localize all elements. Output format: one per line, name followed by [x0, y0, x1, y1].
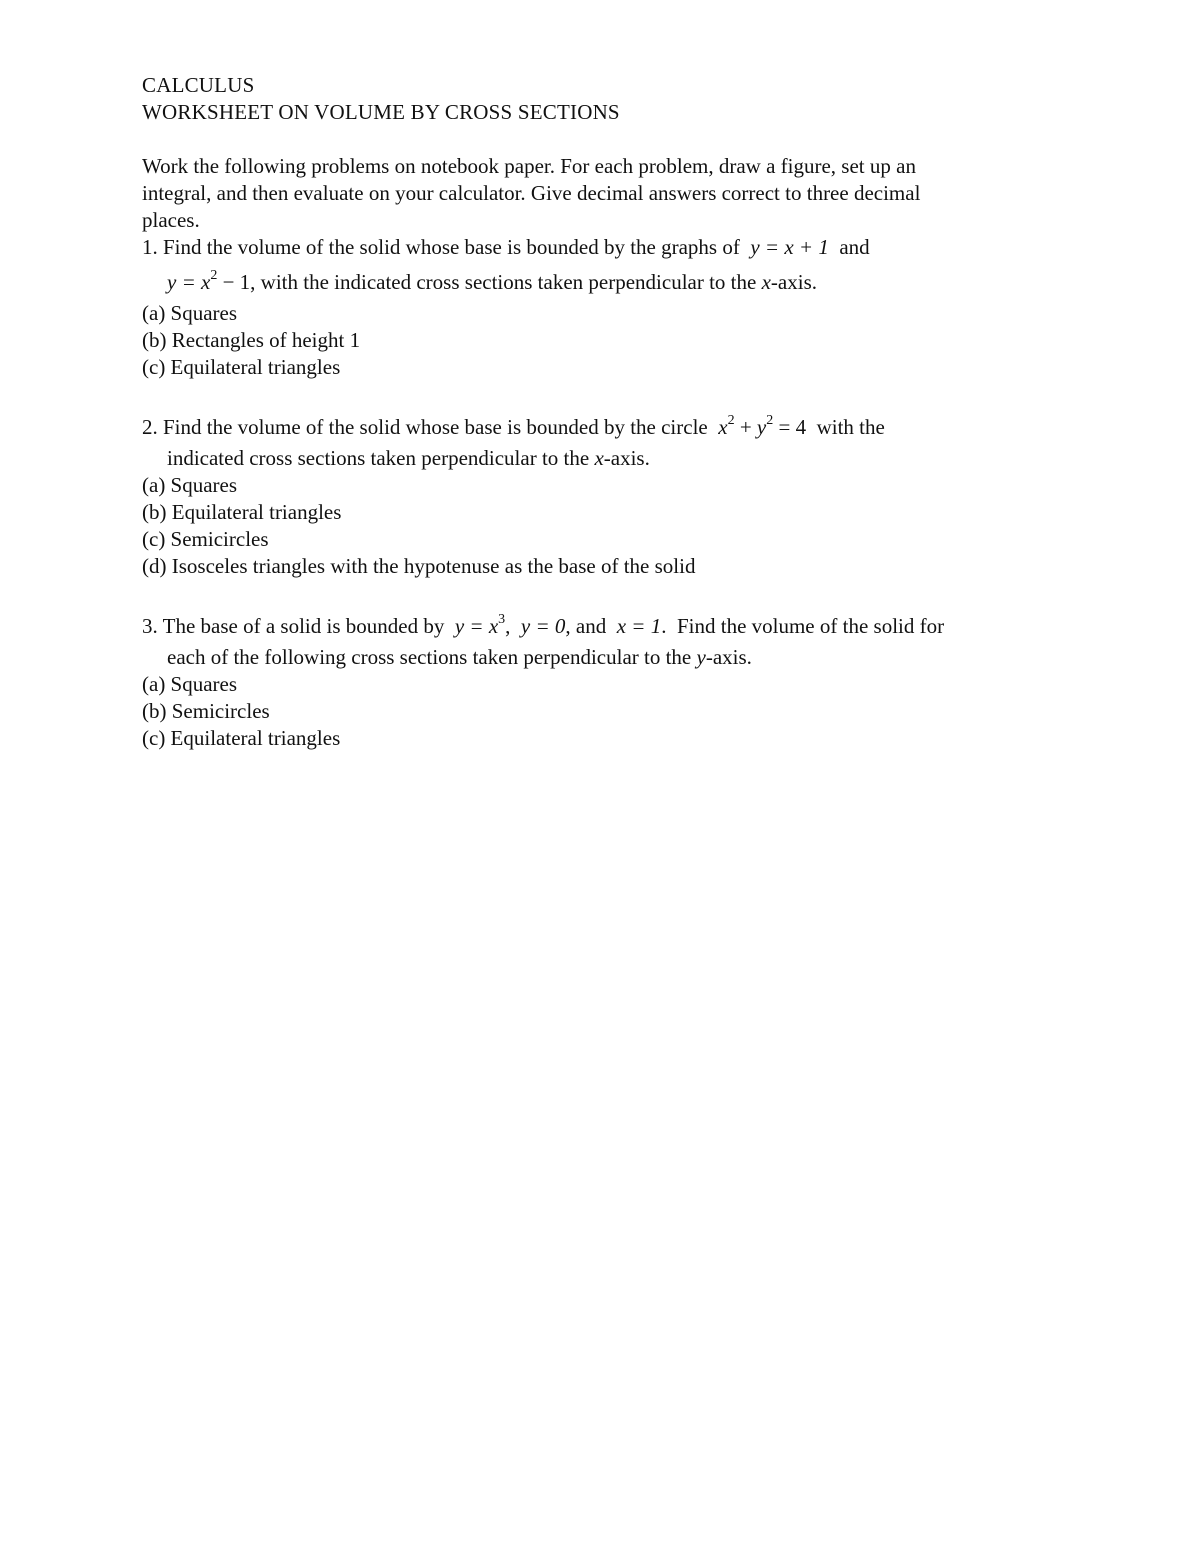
problem-2 — [142, 414, 1062, 580]
problem-intro: Find the volume of the solid whose base is bounded by the graphs of — [163, 235, 740, 259]
equation-rest: − 1 — [217, 270, 251, 294]
part-item: (b) Rectangles of height 1 — [142, 328, 361, 352]
axis-tail: -axis. — [770, 270, 817, 294]
part-item: (a) Squares — [142, 301, 238, 325]
axis-variable: x — [761, 270, 771, 294]
spacer — [142, 381, 1062, 414]
problem-2-statement — [142, 414, 1062, 441]
continuation-text: indicated cross sections taken perpendicular to the — [167, 446, 595, 470]
problem-3-statement: 3. The base of a solid is bounded by $y = x^3$, y = 0, and x = 1. Find the volume of the solid for — [142, 612, 945, 638]
problem-number: 2. — [142, 415, 158, 439]
part-item: (a) Squares — [142, 672, 238, 696]
exponent: 2 — [210, 268, 218, 283]
statement-tail: with the — [816, 415, 885, 439]
course-title: CALCULUS — [142, 73, 255, 97]
equation-lhs: y = x — [167, 270, 211, 294]
axis-variable: x — [594, 446, 604, 470]
worksheet-title: WORKSHEET ON VOLUME BY CROSS SECTIONS — [142, 100, 620, 124]
exponent: 2 — [727, 413, 735, 428]
part-item: (b) Equilateral triangles — [142, 500, 342, 524]
part-item: (a) Squares — [142, 473, 238, 497]
continuation-text: , with the indicated cross sections taken perpendicular to the — [250, 270, 762, 294]
part-item: (d) Isosceles triangles with the hypotenuse as the base of the solid — [142, 554, 696, 578]
problem-3 — [142, 613, 1062, 752]
part-item: (c) Equilateral triangles — [142, 726, 341, 750]
equation-rhs: = 4 — [773, 415, 807, 439]
axis-tail: -axis. — [603, 446, 650, 470]
exponent: 2 — [766, 413, 774, 428]
problem-1-statement — [142, 234, 1062, 261]
instructions — [142, 153, 1062, 234]
problem-3-continuation — [142, 644, 1062, 671]
worksheet-page — [142, 72, 1062, 752]
conjunction: and — [839, 235, 870, 259]
equation-x: x — [718, 415, 728, 439]
part-item: (c) Equilateral triangles — [142, 355, 341, 379]
equation: y = x + 1 — [750, 235, 829, 259]
spacer — [142, 126, 1062, 153]
equation-3: x = 1 — [616, 614, 662, 638]
instructions-line-1: Work the following problems on notebook paper. For each problem, draw a figure, set up an — [142, 154, 916, 178]
equation-2: y = 0 — [520, 614, 566, 638]
equation-1: y = x — [454, 614, 499, 638]
exponent: 3 — [498, 612, 506, 627]
problem-number: 1. — [142, 235, 158, 259]
problem-intro: The base of a solid is bounded by — [162, 614, 445, 638]
problem-intro: Find the volume of the solid whose base is bounded by the circle — [163, 415, 708, 439]
problem-1-continuation — [142, 269, 1062, 296]
problem-2-continuation — [142, 445, 1062, 472]
spacer — [142, 580, 1062, 613]
instructions-line-2: integral, and then evaluate on your calculator. Give decimal answers correct to three decimal — [142, 181, 921, 205]
instructions-line-3: places. — [142, 208, 200, 232]
axis-variable: y — [696, 645, 706, 669]
part-item: (c) Semicircles — [142, 527, 269, 551]
continuation-text: each of the following cross sections taken perpendicular to the — [167, 645, 697, 669]
problem-number: 3. — [142, 614, 158, 638]
axis-tail: -axis. — [705, 645, 752, 669]
equation-y: y — [756, 415, 767, 439]
equation-plus: + — [734, 415, 757, 439]
problem-1 — [142, 234, 1062, 381]
statement-tail: Find the volume of the solid for — [676, 614, 945, 638]
part-item: (b) Semicircles — [142, 699, 270, 723]
conjunction: , and — [565, 614, 607, 638]
